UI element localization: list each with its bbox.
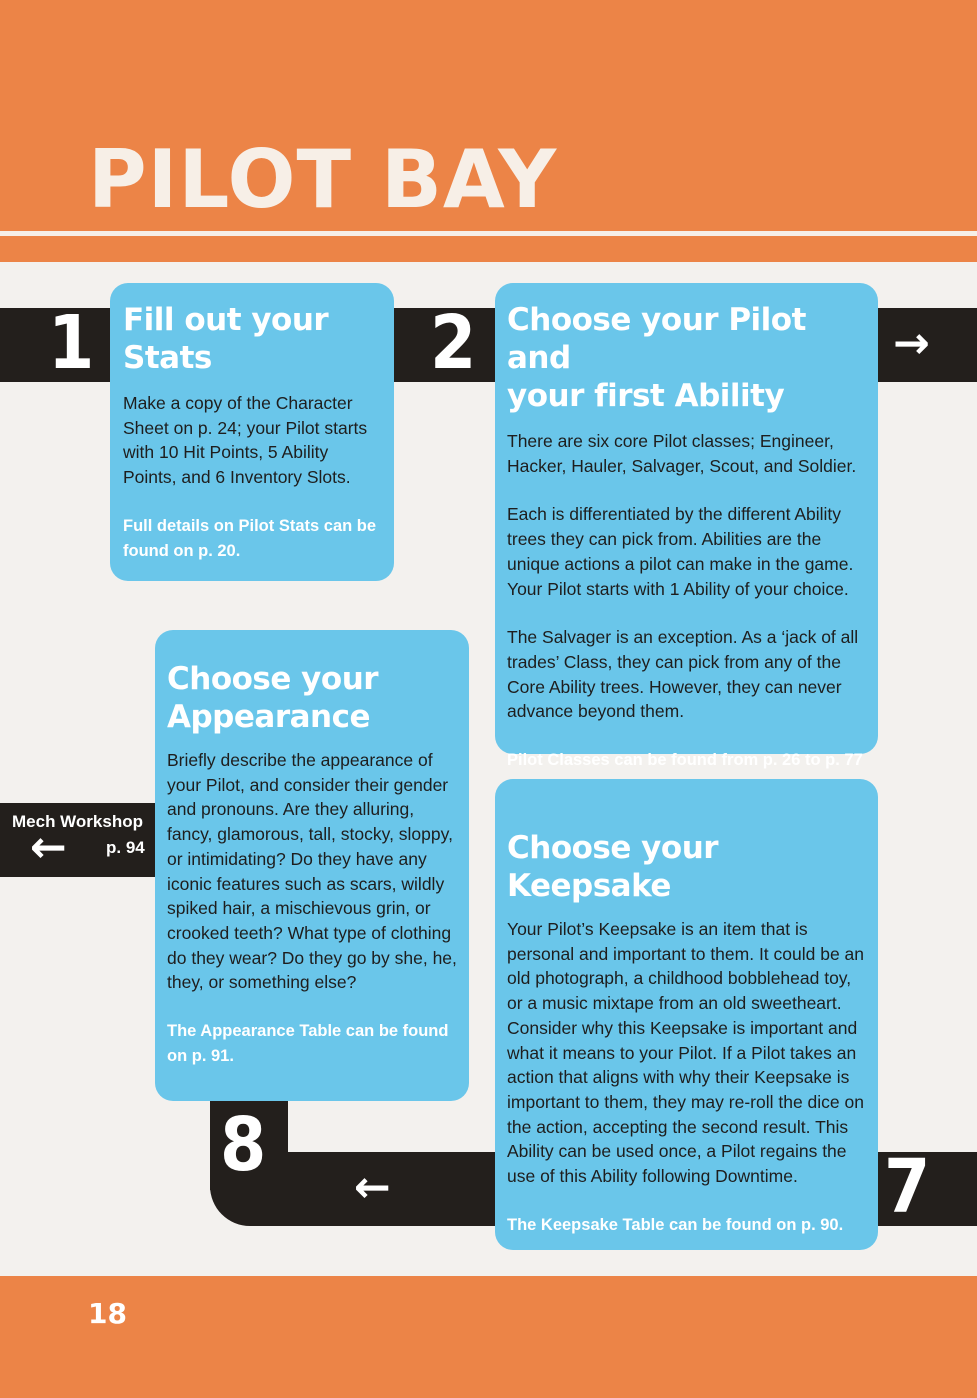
card-appearance-body: Briefly describe the appearance of your Pilot, and consider their gender and pronouns. Are they alluring, fancy, glamorous, tall, stocky, sloppy, or intimidating? Do they have any iconic features such as scars, wildly spiked hair, a mischievous grin, or crooked teeth? What type of clothing do they wear? Do they go by she, he, they, or something else? — [167, 750, 457, 993]
card-keepsake — [495, 779, 878, 1250]
step-number-7: 7 — [884, 1144, 931, 1230]
page-number: 18 — [88, 1297, 127, 1330]
card-pilot-ability-title: Choose your Pilot and your first Ability — [507, 302, 806, 414]
step-number-8: 8 — [220, 1102, 267, 1188]
card-stats-title: Fill out your Stats — [123, 302, 329, 376]
mech-workshop-page: p. 94 — [106, 838, 145, 857]
card-pilot-ability-body1: There are six core Pilot classes; Engineer, Hacker, Hauler, Salvager, Scout, and Soldier. — [507, 431, 857, 476]
track-bottom-curve — [288, 1100, 348, 1152]
header-divider — [0, 231, 977, 236]
card-stats-ref[interactable]: Full details on Pilot Stats can be found on p. 20. — [123, 516, 377, 560]
card-pilot-ability-ref[interactable]: Pilot Classes can be found from p. 26 to p. 77 — [507, 751, 863, 770]
arrow-right-icon: → — [893, 318, 930, 369]
step-number-1: 1 — [48, 300, 95, 386]
card-stats-body: Make a copy of the Character Sheet on p. 24; your Pilot starts with 10 Hit Points, 5 Ability Points, and 6 Inventory Slots. — [123, 393, 368, 488]
step-number-2: 2 — [430, 300, 477, 386]
card-keepsake-ref[interactable]: The Keepsake Table can be found on p. 90. — [507, 1215, 844, 1234]
arrow-left-side-icon: ← — [30, 822, 67, 873]
page-title: PILOT BAY — [88, 133, 558, 226]
card-pilot-ability-body2: Each is differentiated by the different Ability trees they can pick from. Abilities are the unique actions a pilot can make in the game. Your Pilot starts with 1 Ability of your choice. — [507, 504, 854, 599]
card-keepsake-title: Choose your Keepsake — [507, 830, 719, 904]
mech-workshop-link[interactable]: Mech Workshop — [12, 812, 143, 831]
footer-banner — [0, 1276, 977, 1398]
card-pilot-ability-body3: The Salvager is an exception. As a ‘jack of all trades’ Class, they can pick from any of the Core Ability trees. However, they can never advance beyond them. — [507, 627, 859, 722]
arrow-left-bottom-icon: ← — [354, 1162, 391, 1213]
card-appearance — [155, 630, 469, 1101]
card-keepsake-body: Your Pilot’s Keepsake is an item that is personal and important to them. It could be an old photograph, a childhood bobblehead toy, or a music mixtape from an old sweetheart. Consider why this Keepsake is important and what it means to your Pilot. If a Pilot takes an action that aligns with why their Keepsake is important to them, they may re-roll the dice on the action, accepting the second result. This Ability can be used once, a Pilot regains the use of this Ability following Downtime. — [507, 919, 865, 1187]
card-stats — [110, 283, 394, 581]
card-appearance-title: Choose your Appearance — [167, 661, 379, 735]
card-appearance-ref[interactable]: The Appearance Table can be found on p. 91. — [167, 1022, 449, 1065]
card-pilot-ability — [495, 283, 878, 770]
